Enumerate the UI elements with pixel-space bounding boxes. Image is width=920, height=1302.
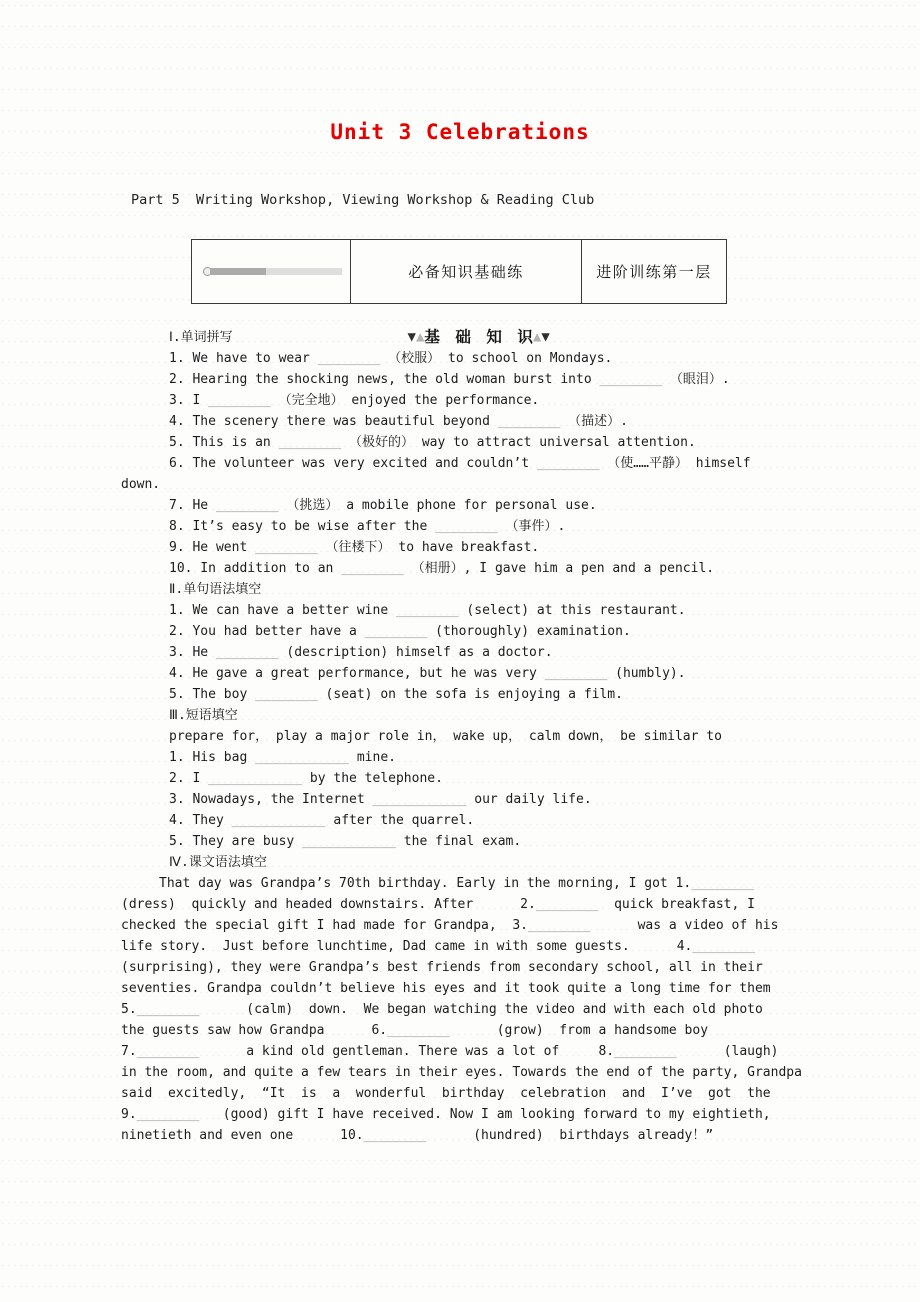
text-line: checked the special gift I had made for Grandpa, 3.________ was a video of his — [121, 918, 779, 933]
text-line: seventies. Grandpa couldn’t believe his eyes and it took quite a long time for them — [121, 981, 771, 996]
worksheet-body — [121, 327, 841, 1146]
header-table — [191, 239, 727, 304]
text-line: 3. I ________ （完全地） enjoyed the performance. — [169, 393, 540, 408]
text-line: ninetieth and even one 10.________ (hundred) birthdays already！” — [121, 1128, 714, 1143]
text-line: 5. This is an ________ （极好的） way to attract universal attention. — [169, 435, 696, 450]
text-line: 5. The boy ________ (seat) on the sofa is enjoying a film. — [169, 687, 623, 702]
text-line: prepare for， play a major role in， wake up， calm down， be similar to — [169, 729, 722, 744]
text-line: 4. The scenery there was beautiful beyond ________ （描述）. — [169, 414, 629, 429]
text-line: 1. We can have a better wine ________ (select) at this restaurant. — [169, 603, 686, 618]
text-line: down. — [121, 477, 161, 492]
text-line: 10. In addition to an ________ （相册）, I gave him a pen and a pencil. — [169, 561, 715, 576]
text-line: 3. Nowadays, the Internet ____________ our daily life. — [169, 792, 592, 807]
triangle-up-gray-icon: ▲ — [415, 329, 425, 345]
text-line: That day was Grandpa’s 70th birthday. Early in the morning, I got 1.________ — [159, 876, 754, 891]
triangle-down-dark-icon: ▼ — [541, 329, 550, 345]
text-line: said excitedly, “It is a wonderful birthday celebration and I’ve got the — [121, 1086, 771, 1101]
text-line: 3. He ________ (description) himself as a doctor. — [169, 645, 553, 660]
text-line: 2. I ____________ by the telephone. — [169, 771, 443, 786]
text-line: 5.________ (calm) down. We began watching the video and with each old photo — [121, 1002, 763, 1017]
pencil-progress-bar-icon — [203, 267, 342, 276]
text-line: Ⅳ.课文语法填空 — [169, 855, 267, 870]
text-line: 8. It’s easy to be wise after the ________ （事件）. — [169, 519, 566, 534]
part-heading: Part 5 Writing Workshop, Viewing Workshop & Reading Club — [131, 192, 595, 208]
text-line: life story. Just before lunchtime, Dad came in with some guests. 4.________ — [121, 939, 755, 954]
text-line: 9. He went ________ （往楼下） to have breakfast. — [169, 540, 540, 555]
text-line: 6. The volunteer was very excited and couldn’t ________ （使……平静） himself — [169, 456, 751, 471]
text-line: 1. His bag ____________ mine. — [169, 750, 396, 765]
header-cell-basic-practice — [350, 240, 581, 303]
text-line: (surprising), they were Grandpa’s best friends from secondary school, all in their — [121, 960, 763, 975]
basic-practice-label: 必备知识基础练 — [408, 263, 524, 281]
triangle-down-dark-icon: ▼ — [407, 329, 416, 345]
text-line: the guests saw how Grandpa 6.________ (grow) from a handsome boy — [121, 1023, 709, 1038]
progress-filled-segment — [210, 268, 266, 275]
text-line: 4. He gave a great performance, but he was very ________ (humbly). — [169, 666, 686, 681]
text-line: 1. We have to wear ________ （校服） to school on Mondays. — [169, 351, 613, 366]
text-line: 4. They ____________ after the quarrel. — [169, 813, 475, 828]
text-line: Ⅱ.单句语法填空 — [169, 582, 262, 597]
triangle-up-gray-icon: ▲ — [532, 329, 542, 345]
header-cell-advanced-training — [581, 240, 726, 303]
document-title: Unit 3 Celebrations — [330, 120, 590, 144]
progress-empty-segment — [266, 268, 342, 275]
text-line: 9.________ (good) gift I have received. Now I am looking forward to my eightieth, — [121, 1107, 771, 1122]
header-cell-progress — [192, 240, 350, 303]
advanced-training-label: 进阶训练第一层 — [596, 263, 712, 281]
text-line: (dress) quickly and headed downstairs. After 2.________ quick breakfast, I — [121, 897, 755, 912]
text-line: 7.________ a kind old gentleman. There was a lot of 8.________ (laugh) — [121, 1044, 779, 1059]
text-line: in the room, and quite a few tears in their eyes. Towards the end of the party, Grandpa — [121, 1065, 802, 1080]
banner-title: 基 础 知 识 — [424, 328, 533, 346]
text-line: 5. They are busy ____________ the final exam. — [169, 834, 522, 849]
text-line: Ⅲ.短语填空 — [169, 708, 238, 723]
text-line: 2. You had better have a ________ (thoroughly) examination. — [169, 624, 631, 639]
text-line: Ⅰ.单词拼写 — [169, 330, 233, 345]
text-line: 2. Hearing the shocking news, the old woman burst into ________ （眼泪）. — [169, 372, 730, 387]
text-line: 7. He ________ （挑选） a mobile phone for personal use. — [169, 498, 597, 513]
